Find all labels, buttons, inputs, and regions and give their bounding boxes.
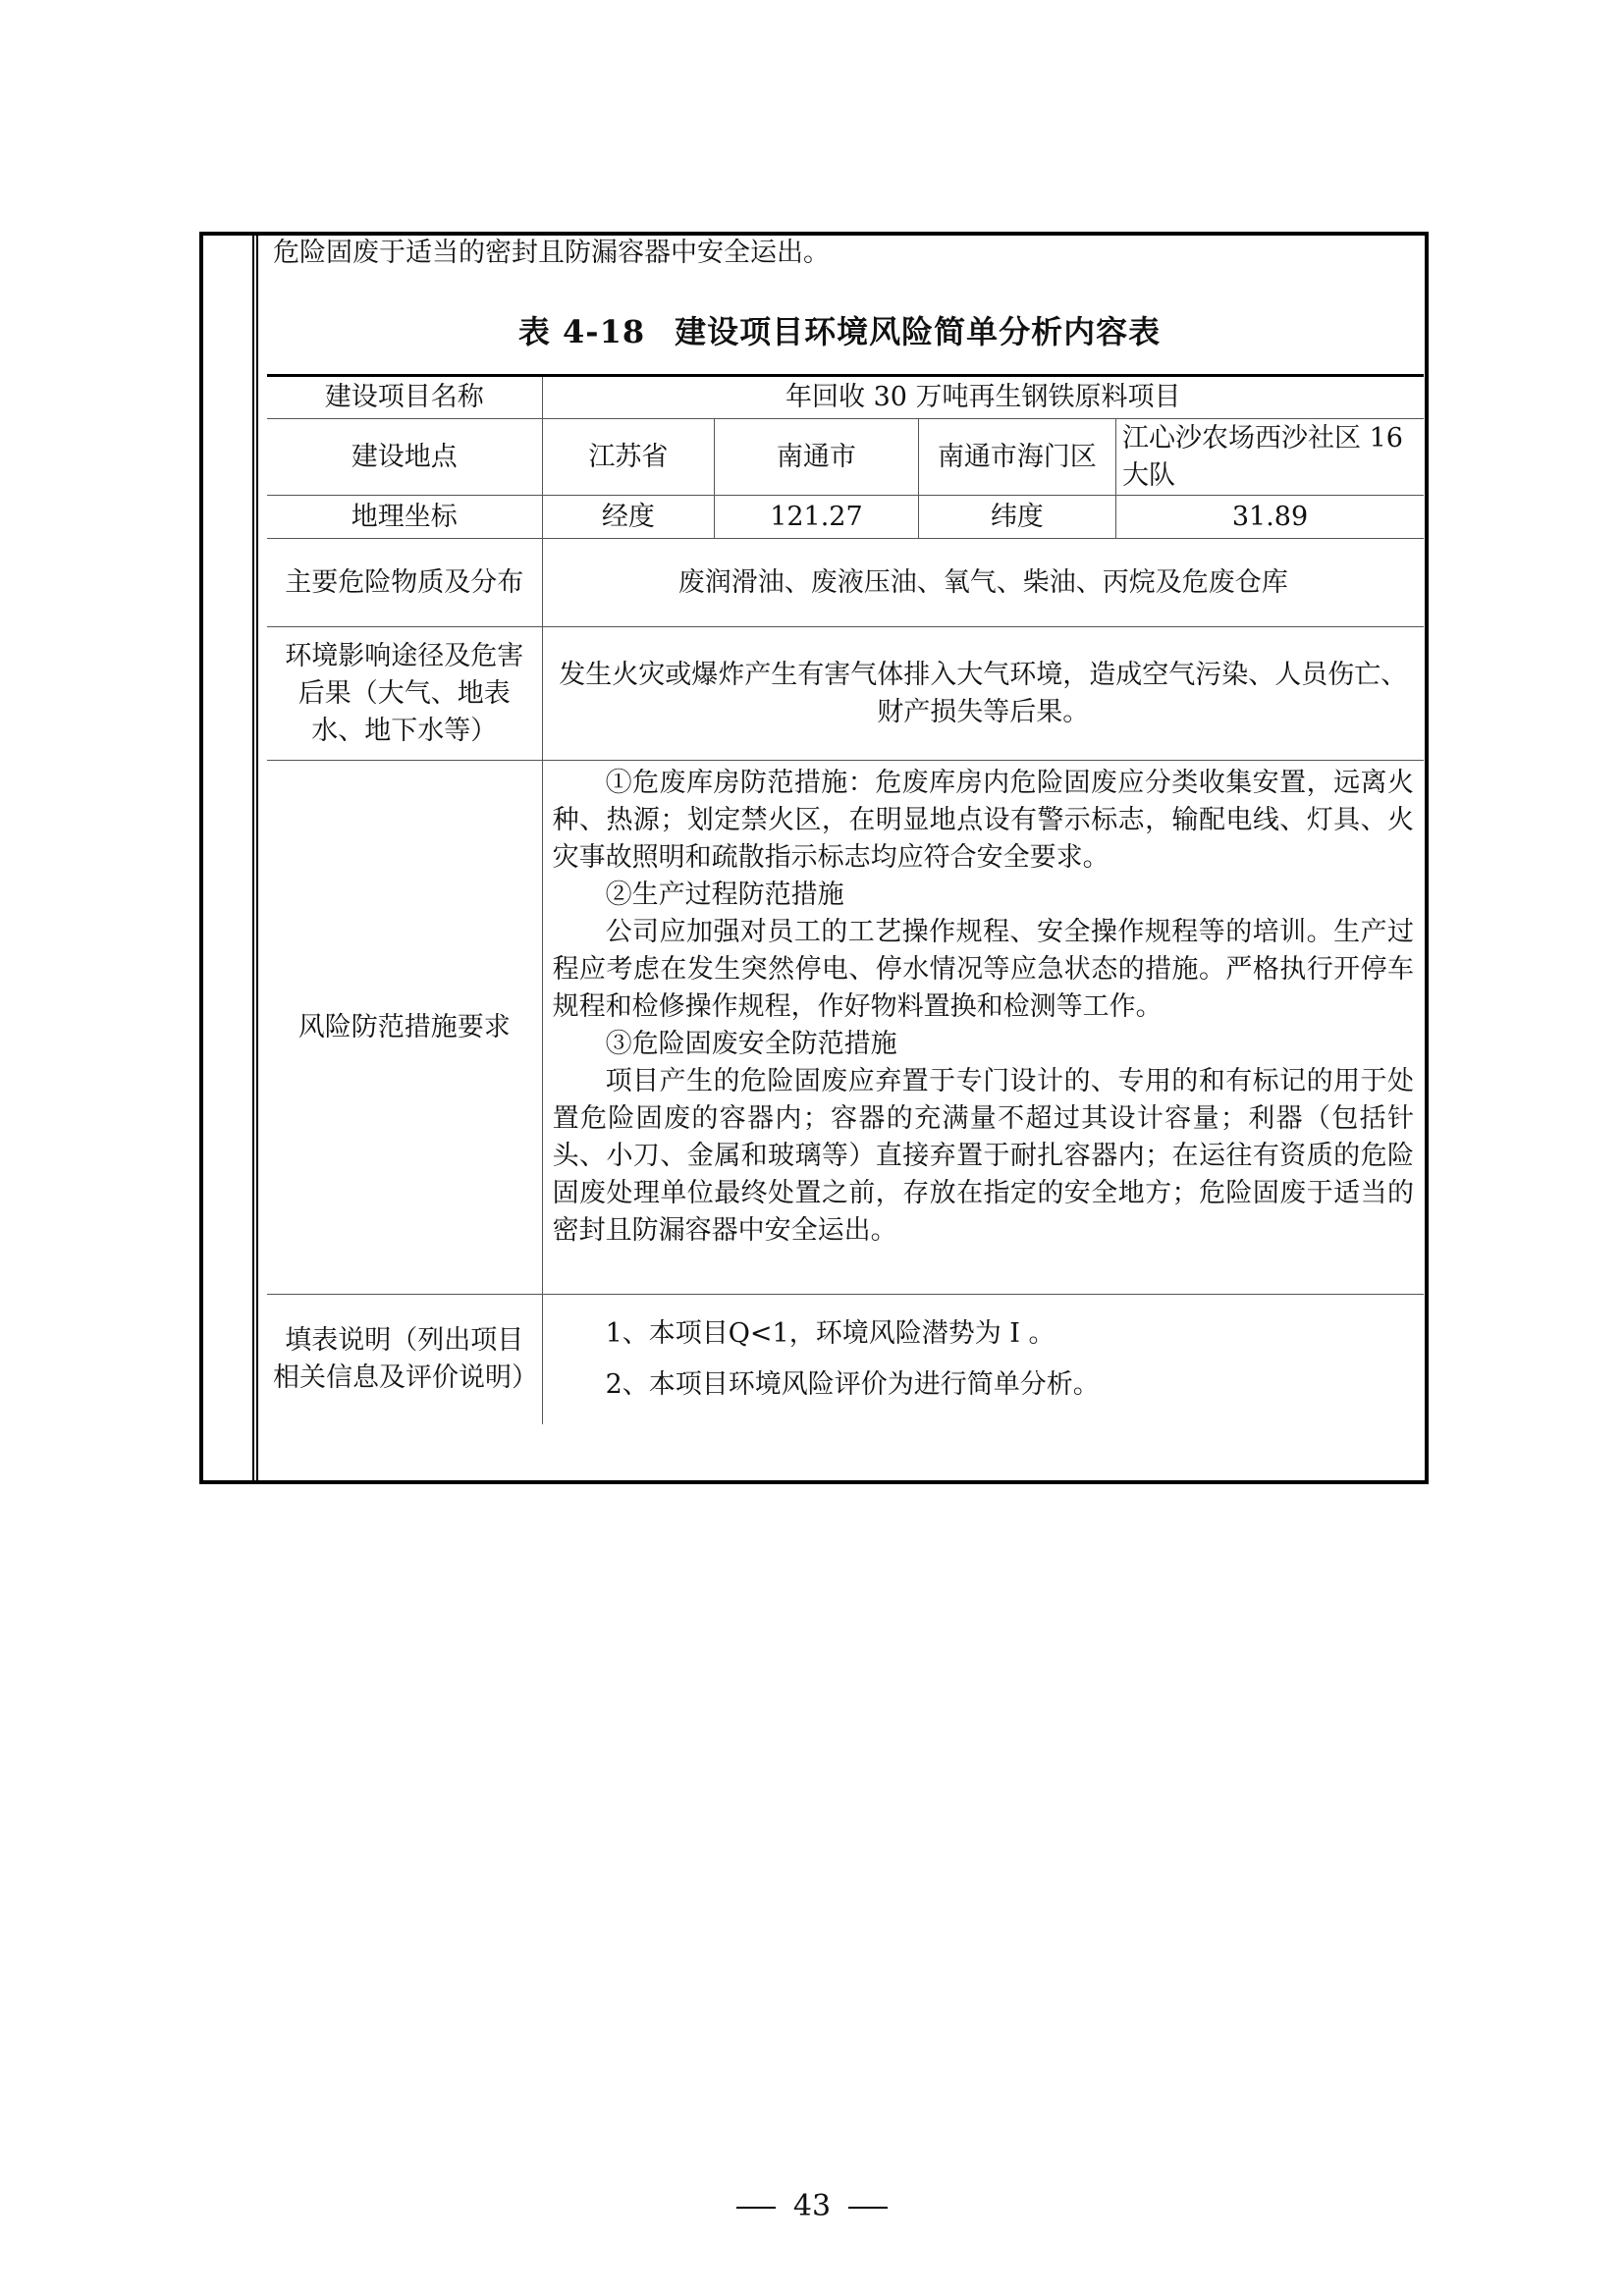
measures-heading: ③危险固废安全防范措施: [605, 1029, 897, 1059]
table-title: 建设项目环境风险简单分析内容表: [675, 313, 1162, 350]
measures-content: [542, 761, 1424, 1295]
table-row: [267, 761, 1424, 1295]
hazards-value: 废润滑油、废液压油、氧气、柴油、丙烷及危废仓库: [542, 539, 1424, 627]
location-site: 江心沙农场西沙社区 16 大队: [1116, 419, 1425, 496]
table-row: [267, 1295, 1424, 1424]
risk-analysis-table: [267, 374, 1424, 1424]
measures-paragraph: 公司应加强对员工的工艺操作规程、安全操作规程等的培训。生产过程应考虑在发生突然停电、停水情况等应急状态的措施。严格执行开停车规程和检修操作规程，作好物料置换和检测等工作。: [552, 917, 1414, 1022]
hazards-label: 主要危险物质及分布: [267, 539, 542, 627]
footer-dash-left: [736, 2207, 776, 2209]
coordinates-label: 地理坐标: [267, 496, 542, 539]
table-row: [267, 419, 1424, 496]
measures-label: 风险防范措施要求: [267, 761, 542, 1295]
latitude-label: 纬度: [918, 496, 1115, 539]
location-district: 南通市海门区: [918, 419, 1115, 496]
table-number: 表 4-18: [517, 313, 646, 350]
left-margin-column: [203, 236, 258, 1480]
longitude-label: 经度: [542, 496, 715, 539]
impact-label: 环境影响途径及危害后果（大气、地表水、地下水等）: [267, 627, 542, 761]
table-row: [267, 627, 1424, 761]
table-caption: [255, 312, 1424, 351]
project-name-label: 建设项目名称: [267, 376, 542, 419]
location-label: 建设地点: [267, 419, 542, 496]
measures-paragraph: ①危废库房防范措施：危废库房内危险固废应分类收集安置，远离火种、热源；划定禁火区，在明显地点设有警示标志，输配电线、灯具、火灾事故照明和疏散指示标志均应符合安全要求。: [552, 768, 1414, 873]
page-footer: [0, 2187, 1624, 2226]
page-number: 43: [792, 2189, 832, 2223]
project-name-value: 年回收 30 万吨再生钢铁原料项目: [542, 376, 1424, 419]
notes-content: [542, 1295, 1424, 1424]
latitude-value: 31.89: [1116, 496, 1425, 539]
notes-label: 填表说明（列出项目相关信息及评价说明）: [267, 1295, 542, 1424]
notes-item: 2、本项目环境风险评价为进行简单分析。: [605, 1368, 1100, 1400]
measures-paragraph: 项目产生的危险固废应弃置于专门设计的、专用的和有标记的用于处置危险固废的容器内；容器的充满量不超过其设计容量；利器（包括针头、小刀、金属和玻璃等）直接弃置于耐扎容器内；在运往有资质的危险固废处理单位最终处置之前，存放在指定的安全地方；危险固废于适当的密封且防漏容器中安全运出。: [552, 1066, 1414, 1246]
footer-dash-right: [848, 2207, 888, 2209]
table-row: [267, 376, 1424, 419]
location-city: 南通市: [715, 419, 918, 496]
notes-item: 1、本项目Q<1，环境风险潜势为 I 。: [605, 1317, 1056, 1349]
table-row: [267, 496, 1424, 539]
measures-heading: ②生产过程防范措施: [605, 880, 844, 910]
table-row: [267, 539, 1424, 627]
impact-value: 发生火灾或爆炸产生有害气体排入大气环境，造成空气污染、人员伤亡、财产损失等后果。: [542, 627, 1424, 761]
carryover-text: 危险固废于适当的密封且防漏容器中安全运出。: [273, 238, 830, 268]
location-province: 江苏省: [542, 419, 715, 496]
longitude-value: 121.27: [715, 496, 918, 539]
